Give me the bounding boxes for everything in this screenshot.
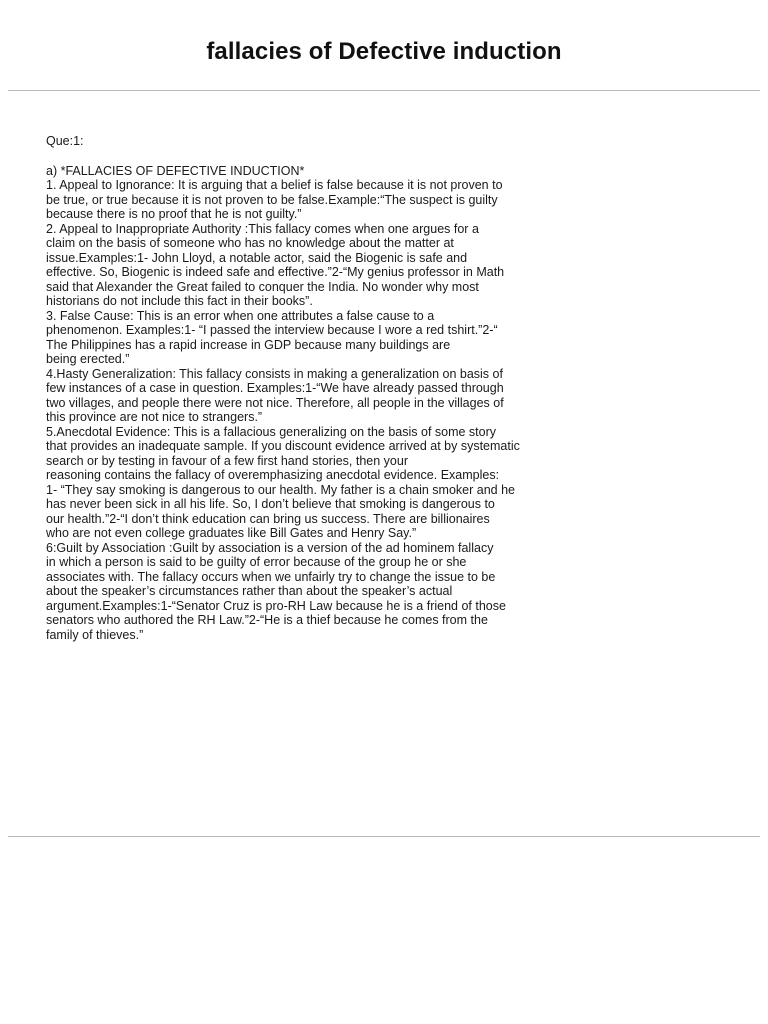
text-line: because there is no proof that he is not guilty.” (46, 207, 302, 221)
text-line: our health.”2-“I don’t think education can bring us success. There are billionaires (46, 511, 490, 526)
text-line: senators who authored the RH Law.”2-“He is a thief because he comes from the (46, 613, 488, 627)
text-line: has never been sick in all his life. So, I don’t believe that smoking is dangerous to (46, 497, 495, 511)
text-line: family of thieves.” (46, 627, 144, 642)
text-line: 1- “They say smoking is dangerous to our health. My father is a chain smoker and he (46, 482, 515, 497)
text-line: about the speaker’s circumstances rather than about the speaker’s actual (46, 584, 453, 598)
text-line: associates with. The fallacy occurs when we unfairly try to change the issue to be (46, 569, 496, 584)
text-line: few instances of a case in question. Examples:1-“We have already passed through (46, 381, 504, 395)
footer-divider (8, 836, 760, 837)
text-line: historians do not include this fact in their books”. (46, 294, 313, 308)
blank-line (46, 149, 566, 164)
text-line: 2. Appeal to Inappropriate Authority :This fallacy comes when one argues for a (46, 221, 479, 236)
text-line: who are not even college graduates like Bill Gates and Henry Say.” (46, 526, 417, 540)
text-line: issue.Examples:1- John Lloyd, a notable actor, said the Biogenic is safe and (46, 250, 468, 265)
text-line: in which a person is said to be guilty of error because of the group he or she (46, 555, 467, 569)
text-line: The Philippines has a rapid increase in GDP because many buildings are (46, 337, 451, 352)
text-line: 3. False Cause: This is an error when one attributes a false cause to a (46, 308, 435, 323)
text-line: a) *FALLACIES OF DEFECTIVE INDUCTION* (46, 163, 305, 178)
text-line: two villages, and people there were not nice. Therefore, all people in the villages of (46, 395, 504, 410)
text-line: that provides an inadequate sample. If you discount evidence arrived at by systematic (46, 439, 520, 453)
text-line: argument.Examples:1-“Senator Cruz is pro-RH Law because he is a friend of those (46, 598, 506, 613)
text-line: being erected.” (46, 352, 130, 366)
page-title: fallacies of Defective induction (206, 38, 562, 65)
text-line: 6:Guilt by Association :Guilt by association is a version of the ad hominem fallacy (46, 540, 494, 555)
text-line: this province are not nice to strangers.” (46, 410, 263, 424)
text-line: 4.Hasty Generalization: This fallacy consists in making a generalization on basis of (46, 366, 503, 381)
header-divider (8, 90, 760, 91)
text-line: be true, or true because it is not proven to be false.Example:“The suspect is guilty (46, 192, 498, 207)
text-line: 5.Anecdotal Evidence: This is a fallacious generalizing on the basis of some story (46, 424, 497, 439)
text-line: Que:1: (46, 134, 84, 148)
text-line: claim on the basis of someone who has no knowledge about the matter at (46, 236, 454, 250)
text-line: phenomenon. Examples:1- “I passed the interview because I wore a red tshirt.”2-“ (46, 323, 498, 337)
text-line: effective. So, Biogenic is indeed safe and effective.”2-“My genius professor in Math (46, 265, 505, 279)
text-line: 1. Appeal to Ignorance: It is arguing that a belief is false because it is not proven to (46, 178, 503, 192)
text-line: said that Alexander the Great failed to conquer the India. No wonder why most (46, 279, 479, 294)
document-body (46, 134, 566, 642)
text-line: reasoning contains the fallacy of overemphasizing anecdotal evidence. Examples: (46, 468, 500, 482)
text-line: search or by testing in favour of a few first hand stories, then your (46, 453, 408, 468)
